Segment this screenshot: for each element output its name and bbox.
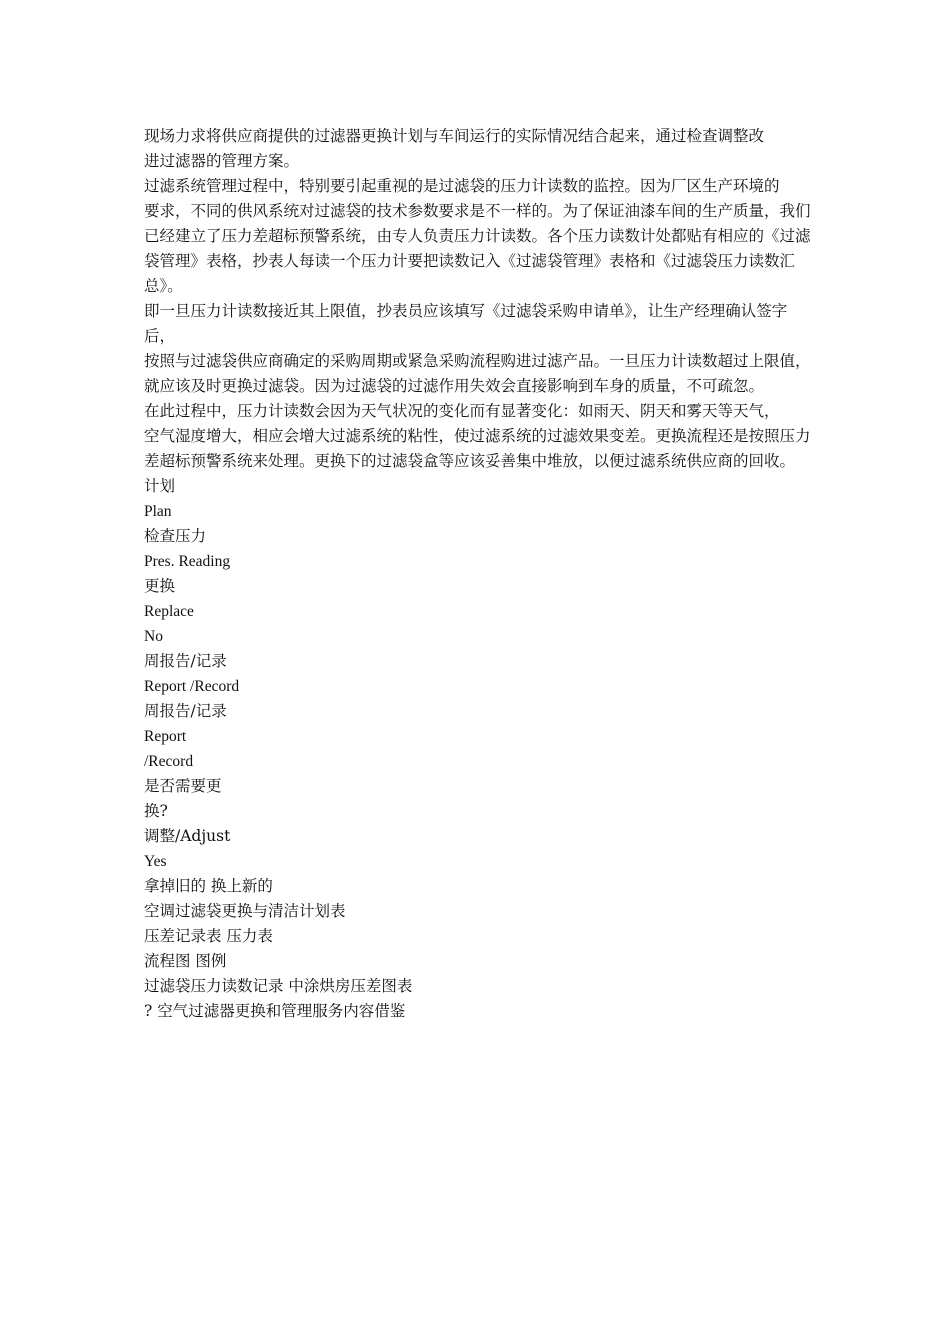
- flowchart-label: 拿掉旧的 换上新的: [144, 877, 273, 895]
- paragraph-line: 现场力求将供应商提供的过滤器更换计划与车间运行的实际情况结合起来，通过检查调整改: [144, 127, 765, 145]
- flowchart-label: 更换: [144, 577, 176, 595]
- flowchart-label: 是否需要更: [144, 777, 222, 795]
- flowchart-label: Plan: [144, 503, 172, 520]
- flowchart-label: Pres. Reading: [144, 553, 231, 570]
- document-body: [144, 124, 812, 1024]
- flowchart-label: Replace: [144, 603, 194, 620]
- flowchart-label: 计划: [144, 477, 176, 495]
- paragraph-line: 即一旦压力计读数接近其上限值，抄表员应该填写《过滤袋采购申请单》，让生产经理确认签字后，: [144, 302, 788, 345]
- flowchart-label: 周报告/记录: [144, 652, 227, 670]
- flowchart-label: No: [144, 628, 163, 645]
- paragraph-line: 空气湿度增大，相应会增大过滤系统的粘性，使过滤系统的过滤效果变差。更换流程还是按照压力: [144, 427, 811, 445]
- flowchart-label: 空调过滤袋更换与清洁计划表: [144, 902, 346, 920]
- paragraph-line: 进过滤器的管理方案。: [144, 152, 300, 170]
- flowchart-label: /Record: [144, 753, 194, 770]
- flowchart-label: ? 空气过滤器更换和管理服务内容借鉴: [144, 1002, 406, 1020]
- flowchart-label: 流程图 图例: [144, 952, 227, 970]
- flowchart-label: 换?: [144, 802, 168, 820]
- flowchart-label: 过滤袋压力读数记录 中涂烘房压差图表: [144, 977, 413, 995]
- flowchart-label: Report: [144, 728, 187, 745]
- paragraph-line: 就应该及时更换过滤袋。因为过滤袋的过滤作用失效会直接影响到车身的质量，不可疏忽。: [144, 377, 765, 395]
- flowchart-label: Report /Record: [144, 678, 240, 695]
- paragraph-line: 在此过程中，压力计读数会因为天气状况的变化而有显著变化：如雨天、阴天和雾天等天气，: [144, 402, 780, 420]
- paragraph-line: 袋管理》表格，抄表人每读一个压力计要把读数记入《过滤袋管理》表格和《过滤袋压力读数汇总》。: [144, 252, 796, 295]
- body-text: [144, 124, 812, 474]
- paragraph-line: 已经建立了压力差超标预警系统，由专人负责压力计读数。各个压力读数计处都贴有相应的《过滤: [144, 227, 811, 245]
- flowchart-labels: [144, 474, 812, 1024]
- paragraph-line: 过滤系统管理过程中，特别要引起重视的是过滤袋的压力计读数的监控。因为厂区生产环境的: [144, 177, 780, 195]
- flowchart-label: Yes: [144, 853, 167, 870]
- flowchart-label: 调整/Adjust: [144, 827, 231, 845]
- paragraph-line: 差超标预警系统来处理。更换下的过滤袋盒等应该妥善集中堆放，以便过滤系统供应商的回收。: [144, 452, 796, 470]
- flowchart-label: 周报告/记录: [144, 702, 227, 720]
- flowchart-label: 压差记录表 压力表: [144, 927, 273, 945]
- flowchart-label: 检查压力: [144, 527, 207, 545]
- paragraph-line: 按照与过滤袋供应商确定的采购周期或紧急采购流程购进过滤产品。一旦压力计读数超过上限值，: [144, 352, 811, 370]
- paragraph-line: 要求，不同的供风系统对过滤袋的技术参数要求是不一样的。为了保证油漆车间的生产质量，我们: [144, 202, 811, 220]
